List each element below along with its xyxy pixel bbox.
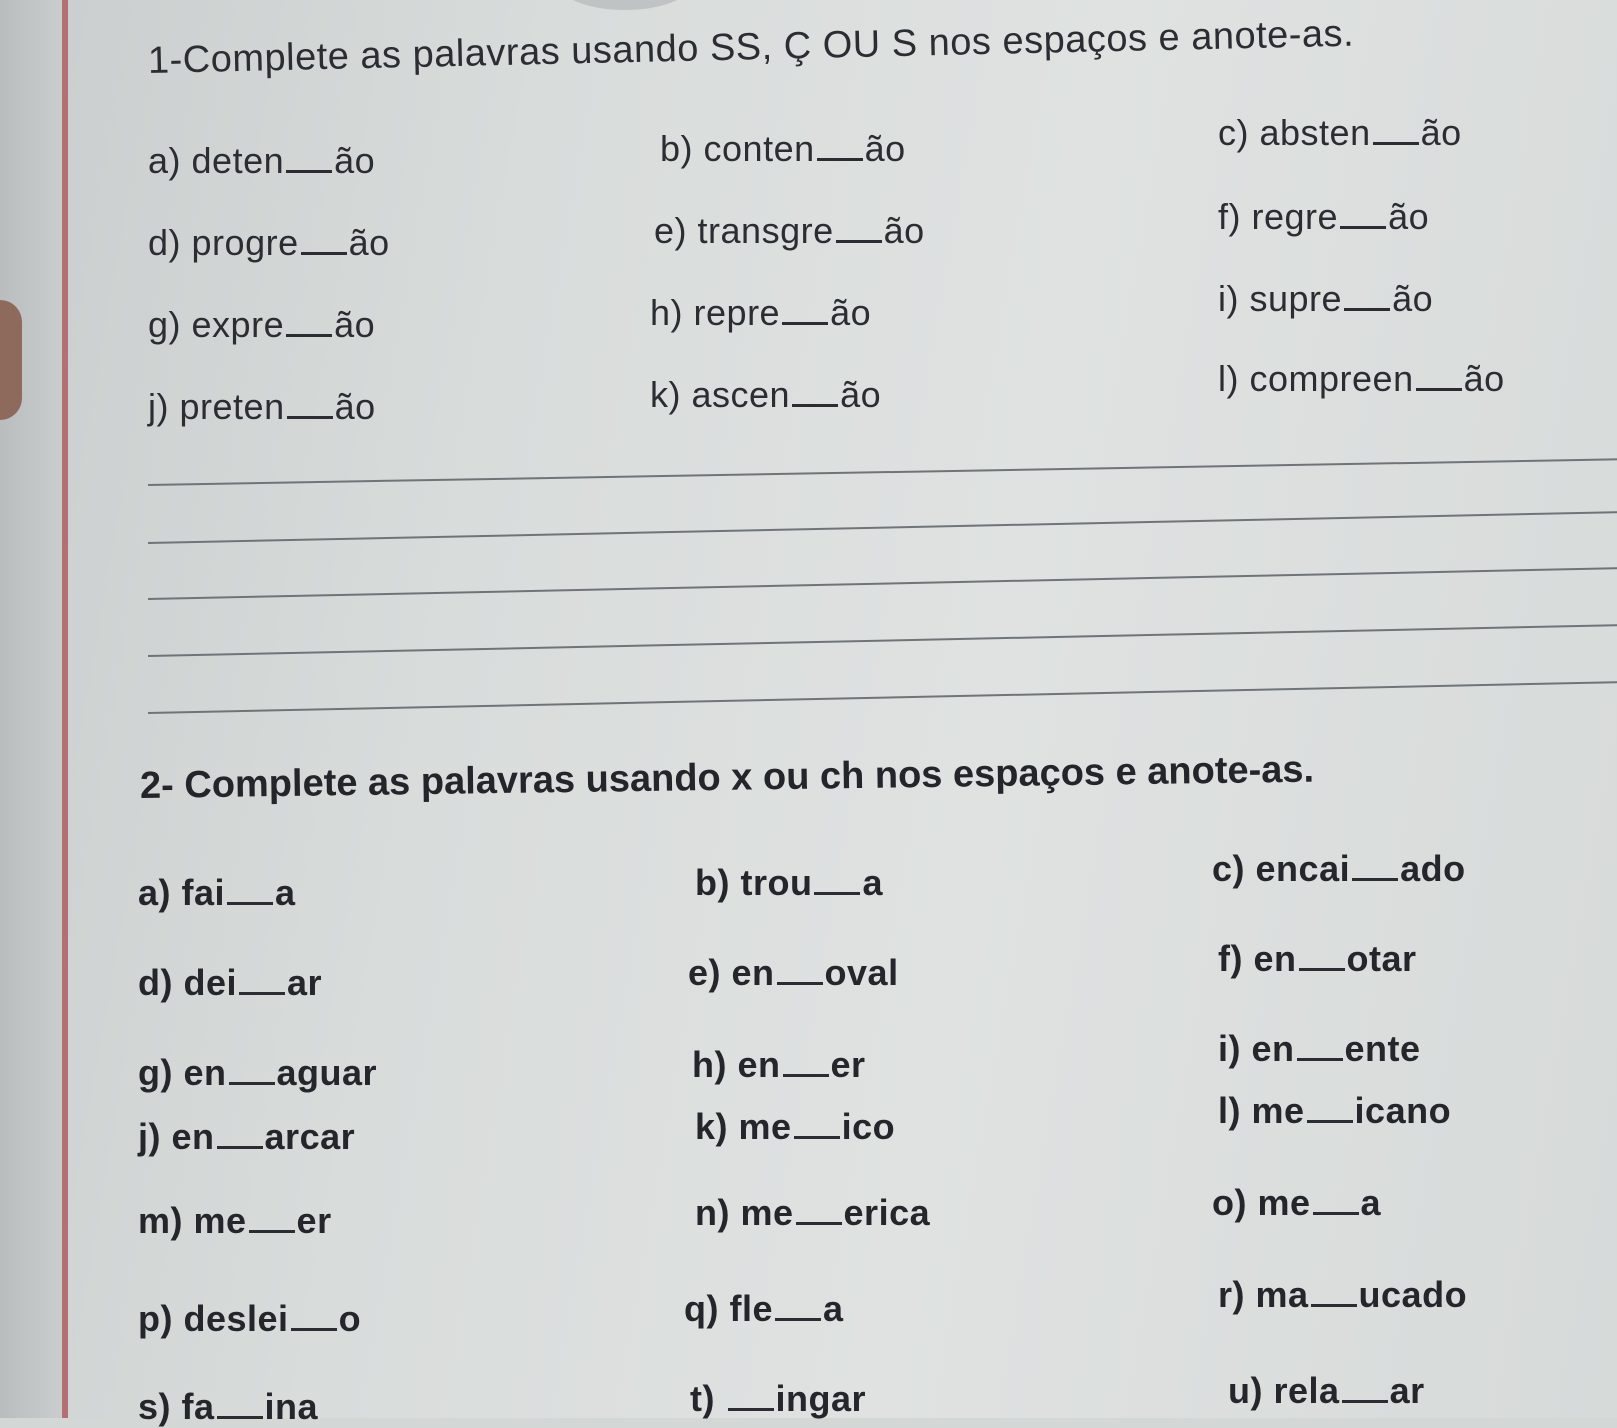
exercise-item: l) me icano: [1218, 1090, 1452, 1131]
exercise-2-title: 2- Complete as palavras usando x ou ch nos espaços e anote-as.: [139, 748, 1315, 807]
answer-blank[interactable]: [814, 872, 860, 895]
exercise-item: r) ma ucado: [1218, 1274, 1468, 1315]
answer-blank[interactable]: [792, 384, 838, 407]
answer-blank[interactable]: [1342, 1380, 1388, 1403]
writing-line[interactable]: [148, 458, 1617, 486]
answer-blank[interactable]: [782, 302, 828, 325]
answer-blank[interactable]: [1313, 1192, 1359, 1215]
page-left-shadow: [0, 0, 62, 1418]
answer-blank[interactable]: [1297, 1038, 1343, 1061]
answer-blank[interactable]: [1344, 288, 1390, 311]
answer-blank[interactable]: [239, 972, 285, 995]
exercise-item: d) dei ar: [138, 962, 323, 1003]
exercise-item: g) en aguar: [138, 1052, 378, 1093]
answer-blank[interactable]: [796, 1202, 842, 1225]
paper-notch: [560, 0, 690, 10]
answer-blank[interactable]: [249, 1210, 295, 1233]
answer-blank[interactable]: [1373, 122, 1419, 145]
exercise-item: t) ingar: [690, 1378, 867, 1419]
exercise-item: n) me erica: [695, 1192, 931, 1233]
writing-line[interactable]: [148, 567, 1617, 600]
exercise-item: o) me a: [1212, 1182, 1382, 1223]
writing-line[interactable]: [148, 511, 1617, 544]
exercise-item: k) ascen ão: [650, 374, 882, 415]
answer-blank[interactable]: [229, 1062, 275, 1085]
exercise-item: e) en oval: [688, 952, 899, 993]
exercise-item: k) me ico: [695, 1106, 896, 1147]
exercise-1-title: 1-Complete as palavras usando SS, Ç OU S nos espaços e anote-as.: [147, 12, 1355, 82]
answer-blank[interactable]: [1340, 206, 1386, 229]
exercise-item: f) regre ão: [1218, 196, 1430, 237]
answer-blank[interactable]: [287, 396, 333, 419]
exercise-item: s) fa ina: [138, 1386, 319, 1427]
answer-blank[interactable]: [775, 1298, 821, 1321]
exercise-item: g) expre ão: [148, 304, 376, 345]
exercise-item: i) supre ão: [1218, 278, 1434, 319]
answer-blank[interactable]: [227, 882, 273, 905]
answer-blank[interactable]: [1307, 1100, 1353, 1123]
answer-blank[interactable]: [783, 1054, 829, 1077]
exercise-item: h) repre ão: [650, 292, 872, 333]
exercise-item: b) conten ão: [660, 128, 906, 169]
writing-line[interactable]: [148, 624, 1617, 657]
exercise-item: f) en otar: [1218, 938, 1417, 979]
exercise-item: c) absten ão: [1218, 112, 1462, 153]
answer-blank[interactable]: [1416, 368, 1462, 391]
answer-blank[interactable]: [286, 314, 332, 337]
answer-blank[interactable]: [794, 1116, 840, 1139]
answer-blank[interactable]: [217, 1126, 263, 1149]
answer-blank[interactable]: [217, 1396, 263, 1419]
answer-blank[interactable]: [301, 232, 347, 255]
exercise-item: u) rela ar: [1228, 1370, 1425, 1411]
exercise-item: d) progre ão: [148, 222, 390, 263]
answer-blank[interactable]: [1352, 858, 1398, 881]
exercise-item: i) en ente: [1218, 1028, 1421, 1069]
exercise-item: l) compreen ão: [1218, 358, 1505, 399]
exercise-item: p) deslei o: [138, 1298, 362, 1339]
answer-blank[interactable]: [1311, 1284, 1357, 1307]
binder-hole: [0, 300, 22, 420]
answer-blank[interactable]: [817, 138, 863, 161]
exercise-item: e) transgre ão: [654, 210, 925, 251]
exercise-item: h) en er: [692, 1044, 866, 1085]
exercise-item: j) en arcar: [138, 1116, 356, 1157]
answer-blank[interactable]: [286, 150, 332, 173]
exercise-item: a) fai a: [138, 872, 296, 913]
exercise-item: j) preten ão: [148, 386, 376, 427]
answer-blank[interactable]: [836, 220, 882, 243]
answer-blank[interactable]: [1299, 948, 1345, 971]
answer-blank[interactable]: [291, 1308, 337, 1331]
exercise-item: a) deten ão: [148, 140, 376, 181]
writing-line[interactable]: [148, 681, 1617, 714]
exercise-item: q) fle a: [684, 1288, 844, 1329]
answer-blank[interactable]: [777, 962, 823, 985]
margin-line: [62, 0, 68, 1418]
exercise-item: m) me er: [138, 1200, 332, 1241]
exercise-item: b) trou a: [695, 862, 884, 903]
exercise-item: c) encai ado: [1212, 848, 1466, 889]
answer-blank[interactable]: [728, 1388, 774, 1411]
